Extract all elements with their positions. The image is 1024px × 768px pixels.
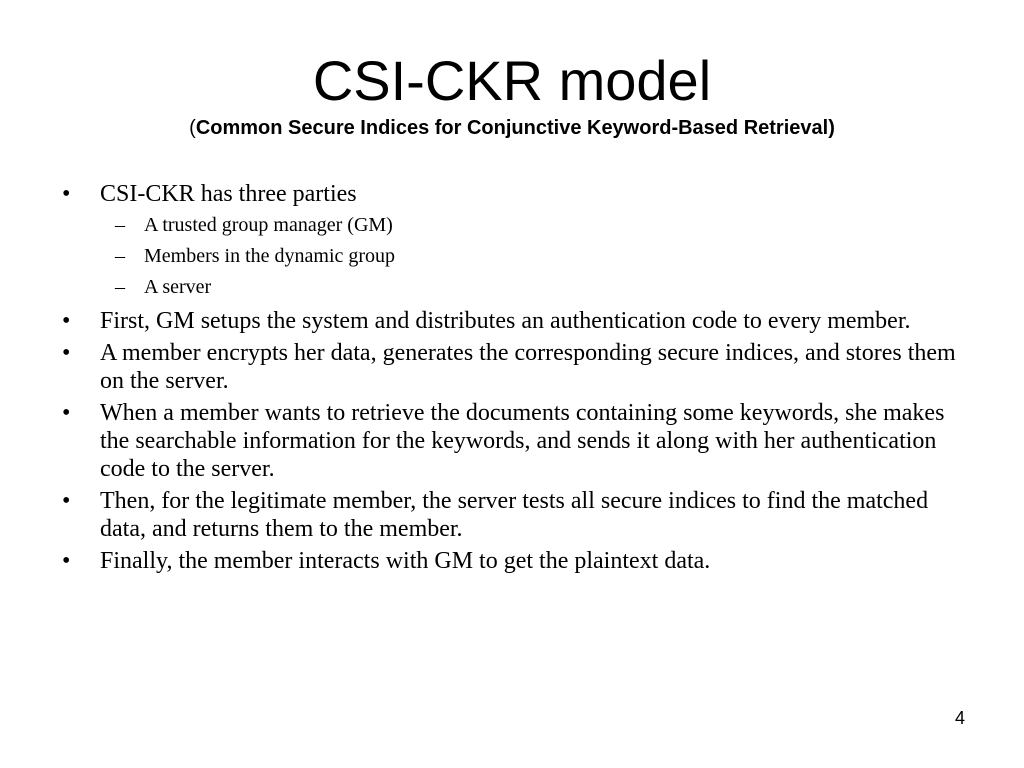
bullet-text: A member encrypts her data, generates the corresponding secure indices, and stores them on the server. bbox=[100, 340, 956, 394]
sub-bullet-item bbox=[100, 272, 962, 303]
bullet-text: Then, for the legitimate member, the server tests all secure indices to find the matched data, and returns them to the member. bbox=[100, 488, 929, 542]
bullet-icon: • bbox=[62, 488, 71, 514]
bullet-text: When a member wants to retrieve the documents containing some keywords, she makes the searchable information for the keywords, and sends it along with her authentication code to the server. bbox=[100, 400, 945, 482]
bullet-text: First, GM setups the system and distributes an authentication code to every member. bbox=[100, 308, 911, 334]
title-block bbox=[0, 48, 1024, 141]
bullet-item-encrypt bbox=[62, 339, 962, 395]
bullet-icon: • bbox=[62, 181, 71, 207]
subtitle-open-paren: ( bbox=[189, 117, 196, 139]
sub-bullet-list bbox=[100, 210, 962, 303]
bullet-text: CSI-CKR has three parties bbox=[100, 181, 357, 207]
bullet-list bbox=[62, 180, 962, 575]
bullet-item-test bbox=[62, 487, 962, 543]
subtitle-text: Common Secure Indices for Conjunctive Keyword-Based Retrieval) bbox=[195, 117, 835, 139]
slide-subtitle bbox=[0, 115, 1024, 141]
bullet-icon: • bbox=[62, 308, 71, 334]
dash-icon: – bbox=[115, 245, 125, 267]
slide-title: CSI-CKR model bbox=[312, 49, 712, 112]
dash-icon: – bbox=[115, 214, 125, 236]
bullet-item-parties bbox=[62, 180, 962, 303]
bullet-item-retrieve bbox=[62, 399, 962, 483]
sub-bullet-item bbox=[100, 210, 962, 241]
slide-content bbox=[62, 180, 962, 579]
page-number: 4 bbox=[954, 708, 965, 728]
dash-icon: – bbox=[115, 276, 125, 298]
bullet-icon: • bbox=[62, 340, 71, 366]
bullet-icon: • bbox=[62, 400, 71, 426]
sub-bullet-text: Members in the dynamic group bbox=[144, 245, 396, 267]
bullet-icon: • bbox=[62, 548, 71, 574]
bullet-item-plaintext bbox=[62, 547, 962, 575]
sub-bullet-text: A server bbox=[144, 276, 212, 298]
bullet-text: Finally, the member interacts with GM to get the plaintext data. bbox=[100, 548, 711, 574]
sub-bullet-item bbox=[100, 241, 962, 272]
bullet-item-setup bbox=[62, 307, 962, 335]
sub-bullet-text: A trusted group manager (GM) bbox=[144, 214, 393, 236]
